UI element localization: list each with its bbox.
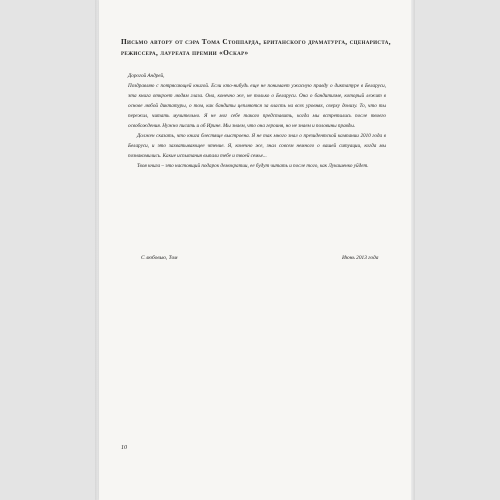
page-number: 10 <box>121 445 127 451</box>
letter-greeting: Дорогой Андрей, <box>128 73 165 79</box>
letter-paragraph: Должен сказать, что книга блестяще выстроена. Я не так много знал о президентской кампании 2010 года в Беларуси, и это захватывающее чтение. Я, конечно же, знал совсем немного о вашей ситуации, когда мы познакомились. Какие испытания выпали тебе и твоей семье... <box>128 133 386 159</box>
letter-paragraph: Поздравляю с потрясающей книгой. Если кто-нибудь еще не понимает ужасную правду о диктатуре в Беларуси, эта книга откроет людям глаза. Она, конечно же, не только о Беларуси. Она о бандитизме, который лежит в основе любой диктатуры, о том, как бандиты цепляются за власть на всех уровнях, сверху донизу. То, что ты пережил, читать мучительно. Я не мог себе такого представить, когда мы встретились после твоего освобождения. Нужно писать и об Ирине. Мы знаем, что она героиня, но не знаем и половины правды. <box>128 83 386 129</box>
page-heading: Письмо автору от сэра Тома Стоппарда, британского драматурга, сценариста, режиссера, лауреата премии «Оскар» <box>121 37 391 57</box>
letter-paragraph: Твоя книга – это настоящий подарок демократии, ее будут читать и после того, как Лукашенко уйдет. <box>137 163 369 169</box>
letter-signoff: С любовью, Том <box>141 255 178 261</box>
page-edge-right <box>411 0 415 500</box>
letter-date: Июнь 2013 года <box>342 255 379 261</box>
letter-body <box>128 71 386 171</box>
